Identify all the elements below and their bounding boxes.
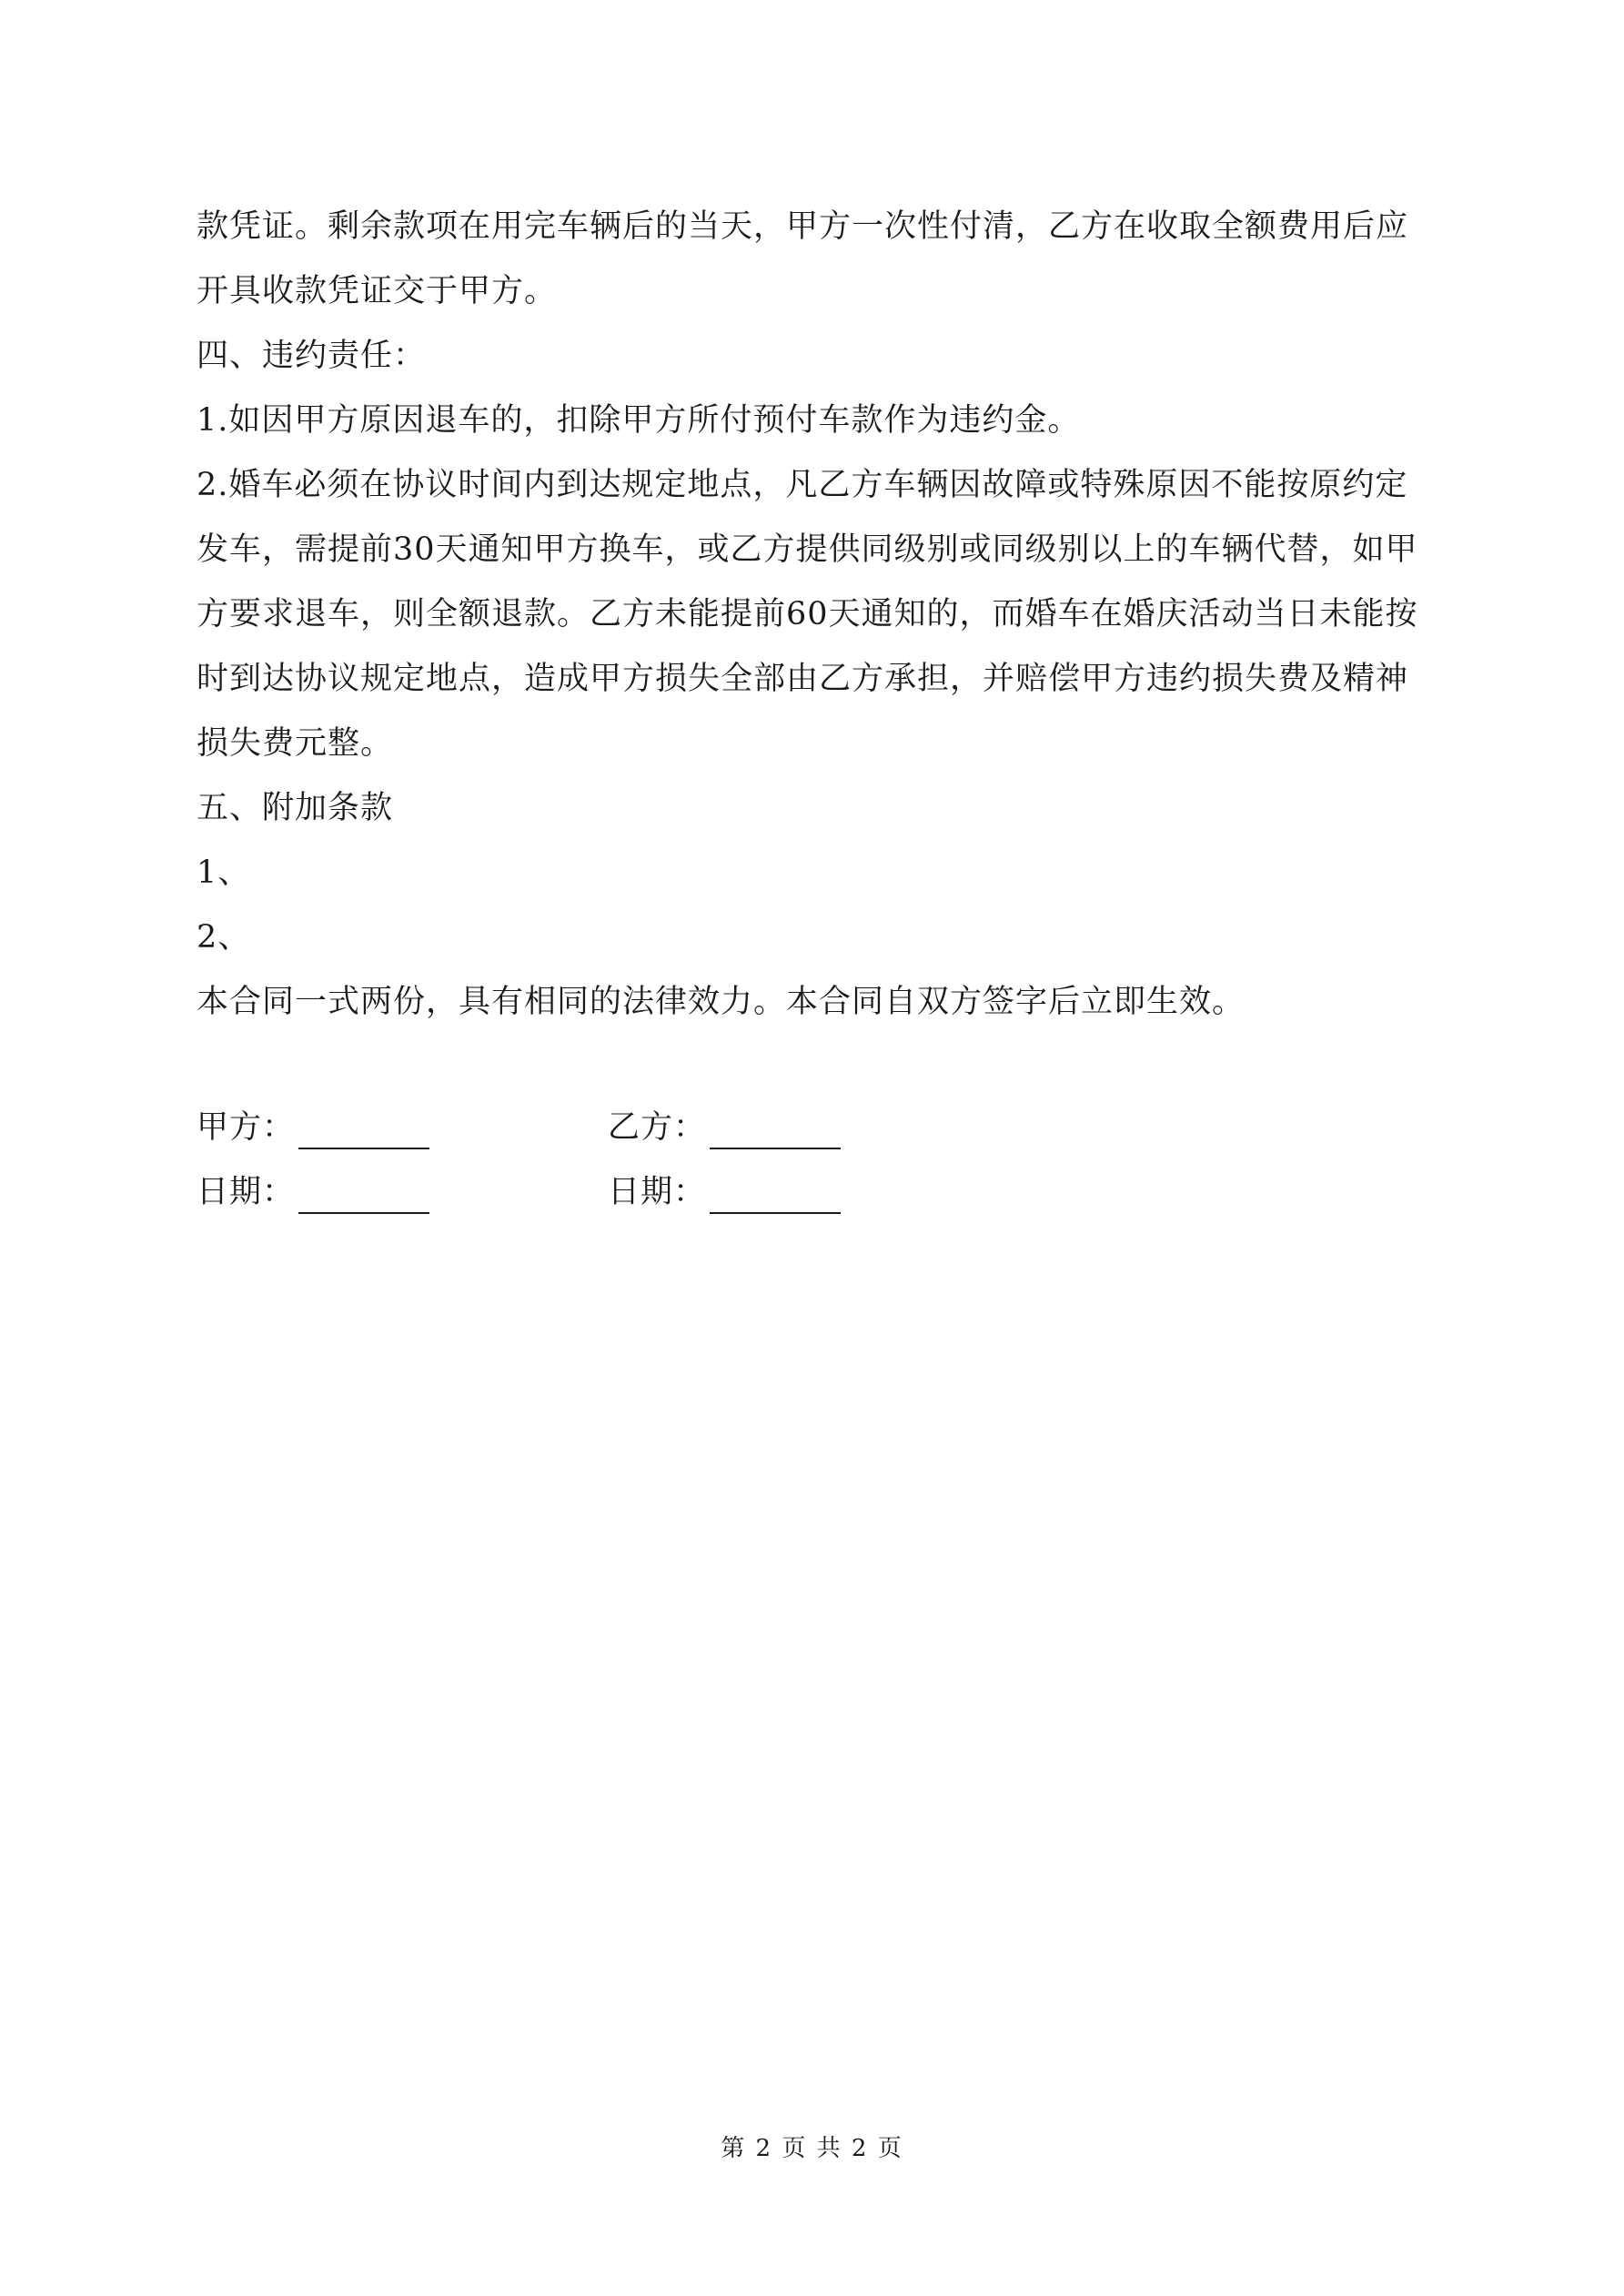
signature-row-parties — [197, 1096, 1439, 1160]
party-b-signature — [608, 1096, 1019, 1160]
date-a-line — [298, 1172, 429, 1214]
party-b-label: 乙方： — [608, 1109, 707, 1146]
date-b-label: 日期： — [608, 1174, 707, 1210]
party-b-signature-line — [710, 1108, 841, 1149]
signature-row-dates — [197, 1160, 1439, 1225]
date-b-line — [710, 1172, 841, 1214]
party-a-signature — [197, 1096, 608, 1160]
party-b-date — [608, 1160, 1019, 1225]
page-footer: 第 2 页 共 2 页 — [721, 2135, 903, 2162]
section-heading-additional-terms: 五、附加条款 — [197, 790, 394, 826]
party-a-signature-line — [298, 1108, 429, 1149]
signature-block — [197, 1096, 1439, 1225]
clause-breach-1: 1.如因甲方原因退车的，扣除甲方所付预付车款作为违约金。 — [197, 402, 1081, 439]
paragraph-payment-receipt: 款凭证。剩余款项在用完车辆后的当天，甲方一次性付清，乙方在收取全额费用后应开具收款凭证交于甲方。 — [197, 208, 1409, 309]
additional-term-1: 1、 — [197, 855, 251, 891]
contract-body — [197, 195, 1439, 1035]
contract-validity-statement: 本合同一式两份，具有相同的法律效力。本合同自双方签字后立即生效。 — [197, 984, 1246, 1020]
date-a-label: 日期： — [197, 1174, 296, 1210]
clause-breach-2: 2.婚车必须在协议时间内到达规定地点，凡乙方车辆因故障或特殊原因不能按原约定发车，需提前30天通知甲方换车，或乙方提供同级别或同级别以上的车辆代替，如甲方要求退车，则全额退款。乙方未能提前60天通知的，而婚车在婚庆活动当日未能按时到达协议规定地点，造成甲方损失全部由乙方承担，并赔偿甲方违约损失费及精神损失费元整。 — [197, 467, 1418, 762]
party-a-label: 甲方： — [197, 1109, 296, 1146]
section-heading-breach: 四、违约责任： — [197, 338, 427, 374]
party-a-date — [197, 1160, 608, 1225]
additional-term-2: 2、 — [197, 919, 251, 956]
